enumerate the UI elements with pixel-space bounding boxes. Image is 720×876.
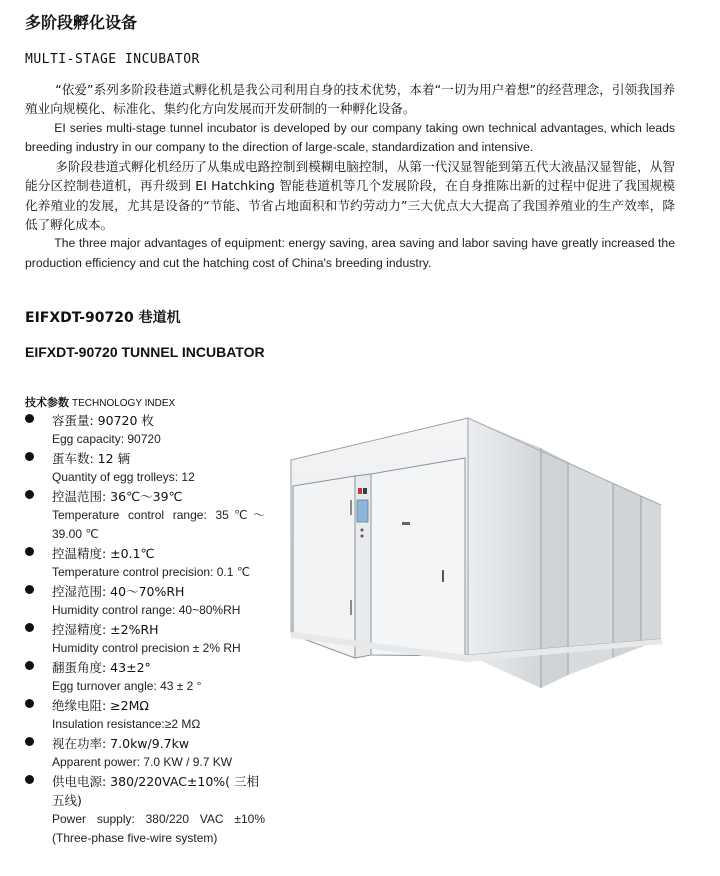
bullet-icon [25,623,34,632]
intro-paragraph-en: The three major advantages of equipment: energy saving, area saving and labor saving have greatly increased the production efficiency and cut the hatching cost of China's breeding industry. [25,236,675,270]
incubator-photo [283,400,713,700]
spec-heading [25,394,175,410]
spec-label-en: Humidity control range: 40~80%RH [52,603,241,617]
spec-label-en: Power supply: 380/220 VAC ±10%(Three-phase five-wire system) [52,812,265,845]
page-title-en: MULTI-STAGE INCUBATOR [25,52,200,67]
bullet-icon [25,547,34,556]
spec-item [25,620,265,658]
spec-label-en: Egg capacity: 90720 [52,432,161,446]
bullet-icon [25,775,34,784]
spec-item [25,582,265,620]
spec-label-cn: 蛋车数: 12 辆 [52,451,131,466]
spec-label-cn: 绝缘电阻: ≥2MΩ [52,698,149,713]
bullet-icon [25,661,34,670]
spec-item [25,696,265,734]
side-panel [468,418,541,688]
spec-label-en: Quantity of egg trolleys: 12 [52,470,195,484]
spec-label-cn: 控温范围: 36℃～39℃ [52,489,183,504]
spec-label-en: Temperature control precision: 0.1 ℃ [52,565,251,579]
spec-label-cn: 视在功率: 7.0kw/9.7kw [52,736,190,751]
spec-label-cn: 控温精度: ±0.1℃ [52,546,155,561]
spec-label-cn: 控湿范围: 40～70%RH [52,584,185,599]
spec-item [25,544,265,582]
model-title-cn: EIFXDT-90720 巷道机 [25,310,181,326]
spec-label-cn: 控湿精度: ±2%RH [52,622,159,637]
bullet-icon [25,452,34,461]
spec-label-en: Temperature control range: 35℃～39.00 ℃ [52,508,265,541]
left-door [293,476,355,658]
spec-item [25,411,265,449]
spec-label-cn: 翻蛋角度: 43±2° [52,660,151,675]
spec-heading-en: TECHNOLOGY INDEX [72,398,176,409]
spec-label-cn: 容蛋量: 90720 枚 [52,413,154,428]
spec-item [25,772,265,848]
bullet-icon [25,737,34,746]
spec-item [25,658,265,696]
intro-paragraph-cn: 多阶段巷道式孵化机经历了从集成电路控制到模糊电脑控制，从第一代汉显智能到第五代大液晶汉显智能，从智能分区控制巷道机，再升级到 EI Hatchking 智能巷道机等几个发展阶段，在自身推陈出新的过程中促进了我国规模化养殖业的发展，尤其是设备的“节能、节省占地面积和节约劳动力”三大优点大大提高了我国养殖业的生产效率，降低了孵化成本。 [25,159,675,233]
spec-item [25,734,265,772]
spec-label-en: Humidity control precision ± 2% RH [52,641,241,655]
bullet-icon [25,490,34,499]
spec-label-en: Insulation resistance:≥2 MΩ [52,717,201,731]
lcd-screen [357,500,368,522]
spec-label-en: Apparent power: 7.0 KW / 9.7 KW [52,755,233,769]
bullet-icon [25,414,34,423]
intro-paragraph-cn: “依爱”系列多阶段巷道式孵化机是我公司利用自身的技术优势，本着“一切为用户着想”的经营理念，引领我国养殖业向规模化、标准化、集约化方向发展而开发研制的一种孵化设备。 [25,82,675,117]
spec-heading-cn: 技术参数 [25,396,69,409]
right-door [371,458,465,656]
spec-list [25,411,265,848]
bullet-icon [25,585,34,594]
model-title-en: EIFXDT-90720 TUNNEL INCUBATOR [25,344,265,360]
intro-text [25,80,675,273]
intro-paragraph-en: EI series multi-stage tunnel incubator is developed by our company taking own technical advantages, which leads breeding industry in our company to the direction of large-scale, standardization and intensive. [25,120,675,154]
spec-label-en: Egg turnover angle: 43 ± 2 ° [52,679,202,693]
spec-item [25,449,265,487]
page-title-cn: 多阶段孵化设备 [25,13,138,32]
spec-item [25,487,265,544]
spec-label-cn: 供电电源: 380/220VAC±10%( 三相五线) [52,774,260,808]
bullet-icon [25,699,34,708]
